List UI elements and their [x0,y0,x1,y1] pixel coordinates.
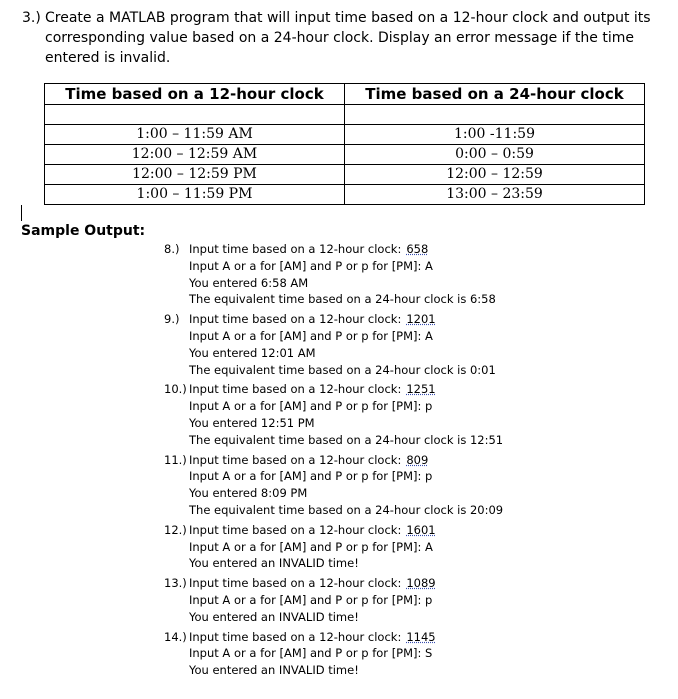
text-cursor [21,205,22,221]
sample-entry [164,311,503,378]
problem-number: 3.) [22,10,41,26]
problem-text: Create a MATLAB program that will input time based on a 12-hour clock and output its corresponding value based on a 24-hour clock. Display an error message if the time entered is invalid. [45,10,651,66]
table-row [45,185,645,205]
sample-entered: You entered an INVALID time! [189,663,359,678]
sample-entry [164,575,503,625]
cell-12-hour: 12:00 – 12:59 AM [45,145,345,165]
sample-number: 9.) [164,312,180,327]
cell-24-hour: 0:00 – 0:59 [345,145,645,165]
table-row [45,125,645,145]
sample-prompt-line [189,311,503,328]
sample-entered: You entered 8:09 PM [189,486,308,501]
sample-prompt-line [189,381,503,398]
header-24-hour: Time based on a 24-hour clock [345,84,645,105]
blank-cell [45,105,345,125]
sample-entry [164,452,503,519]
sample-entered: You entered 6:58 AM [189,275,309,290]
sample-ap-prompt: Input A or a for [AM] and P or p for [PM]: p [189,592,433,607]
sample-entered: You entered 12:01 AM [189,345,316,360]
problem-statement [22,8,662,68]
table-header-row [45,84,645,105]
time-conversion-table [44,83,645,205]
sample-result: The equivalent time based on a 24-hour clock is 12:51 [189,432,504,447]
sample-prompt: Input time based on a 12-hour clock: [189,382,402,397]
sample-prompt-line [189,241,503,258]
cell-24-hour: 13:00 – 23:59 [345,185,645,205]
cell-24-hour: 1:00 -11:59 [345,125,645,145]
sample-prompt-line [189,522,503,539]
sample-entered: You entered an INVALID time! [189,556,359,571]
sample-input-value: 658 [406,242,429,256]
sample-entry [164,522,503,572]
sample-result: The equivalent time based on a 24-hour clock is 20:09 [189,502,504,517]
sample-entered: You entered an INVALID time! [189,609,359,624]
cell-12-hour: 1:00 – 11:59 PM [45,185,345,205]
sample-prompt-line [189,575,503,592]
sample-entry [164,381,503,448]
sample-result: The equivalent time based on a 24-hour clock is 0:01 [189,362,496,377]
sample-number: 12.) [164,522,187,537]
sample-prompt: Input time based on a 12-hour clock: [189,576,402,591]
header-12-hour: Time based on a 12-hour clock [45,84,345,105]
sample-input-value: 1201 [406,312,436,327]
sample-prompt: Input time based on a 12-hour clock: [189,242,402,256]
sample-prompt: Input time based on a 12-hour clock: [189,522,402,537]
table-blank-row [45,105,645,125]
sample-prompt: Input time based on a 12-hour clock: [189,312,402,327]
sample-result: The equivalent time based on a 24-hour clock is 6:58 [189,292,496,307]
sample-ap-prompt: Input A or a for [AM] and P or p for [PM]: A [189,539,433,554]
sample-ap-prompt: Input A or a for [AM] and P or p for [PM]: p [189,399,433,414]
sample-number: 11.) [164,452,187,467]
cell-12-hour: 12:00 – 12:59 PM [45,165,345,185]
cell-12-hour: 1:00 – 11:59 AM [45,125,345,145]
sample-prompt-line [189,629,503,646]
sample-entry [164,241,503,308]
blank-cell [345,105,645,125]
sample-ap-prompt: Input A or a for [AM] and P or p for [PM]: A [189,258,433,273]
sample-input-value: 809 [406,452,429,467]
sample-input-value: 1251 [406,382,436,397]
table-row [45,165,645,185]
sample-prompt: Input time based on a 12-hour clock: [189,452,402,467]
sample-entry [164,629,503,679]
cell-24-hour: 12:00 – 12:59 [345,165,645,185]
sample-number: 13.) [164,576,187,591]
sample-input-value: 1089 [406,576,436,591]
table-row [45,145,645,165]
sample-prompt-line [189,452,503,469]
sample-number: 10.) [164,382,187,397]
sample-output-list [164,241,503,682]
sample-prompt: Input time based on a 12-hour clock: [189,629,402,644]
sample-input-value: 1601 [406,522,436,537]
sample-number: 8.) [164,242,180,256]
sample-ap-prompt: Input A or a for [AM] and P or p for [PM]: S [189,646,433,661]
sample-entered: You entered 12:51 PM [189,415,315,430]
sample-ap-prompt: Input A or a for [AM] and P or p for [PM]: p [189,469,433,484]
sample-output-heading: Sample Output: [21,223,146,239]
sample-input-value: 1145 [406,629,436,644]
sample-number: 14.) [164,629,187,644]
sample-ap-prompt: Input A or a for [AM] and P or p for [PM]: A [189,328,433,343]
